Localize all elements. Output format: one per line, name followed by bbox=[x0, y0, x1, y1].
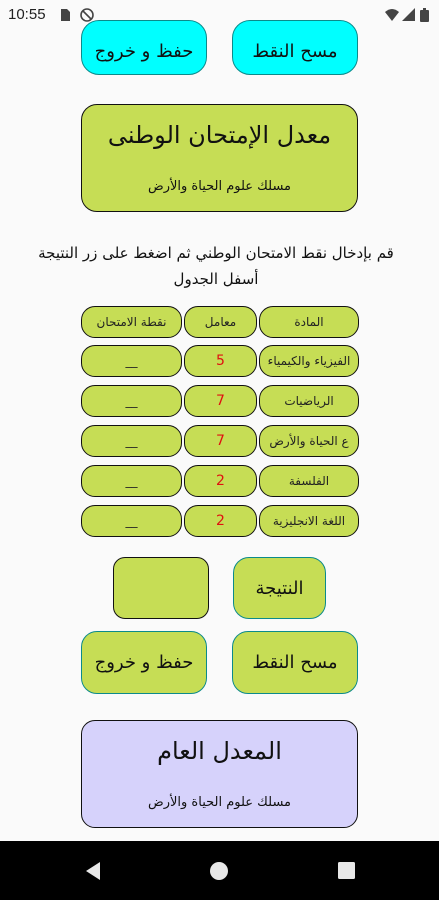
result-display bbox=[113, 557, 209, 619]
coefficient-cell bbox=[184, 385, 257, 417]
score-value: __ bbox=[125, 394, 138, 408]
do-not-disturb-icon bbox=[80, 8, 94, 22]
score-value: __ bbox=[125, 354, 138, 368]
save-exit-label: حفظ و خروج bbox=[94, 652, 194, 673]
back-icon[interactable] bbox=[84, 861, 102, 881]
subject-label: اللغة الانجليزية bbox=[272, 514, 346, 528]
header-subject-label: المادة bbox=[294, 315, 324, 329]
navigation-bar bbox=[0, 841, 439, 900]
score-input[interactable] bbox=[81, 385, 182, 417]
subject-cell bbox=[259, 345, 359, 377]
national-exam-subtitle: مسلك علوم الحياة والأرض bbox=[148, 179, 291, 194]
subject-label: ع الحياة والأرض bbox=[269, 434, 349, 448]
sd-card-icon bbox=[58, 8, 72, 22]
header-score bbox=[81, 306, 182, 338]
general-average-subtitle: مسلك علوم الحياة والأرض bbox=[148, 795, 291, 810]
subject-cell bbox=[259, 425, 359, 457]
score-value: __ bbox=[125, 514, 138, 528]
save-exit-button-top[interactable] bbox=[81, 20, 207, 75]
save-exit-button[interactable] bbox=[81, 631, 207, 694]
coefficient-value: 5 bbox=[216, 353, 225, 369]
subject-label: الفيزياء والكيمياء bbox=[267, 354, 351, 368]
header-coefficient-label: معامل bbox=[204, 315, 237, 329]
national-exam-card bbox=[81, 104, 358, 212]
header-coefficient bbox=[184, 306, 257, 338]
score-input[interactable] bbox=[81, 505, 182, 537]
coefficient-value: 2 bbox=[216, 513, 225, 529]
result-button[interactable] bbox=[233, 557, 326, 619]
score-value: __ bbox=[125, 434, 138, 448]
clear-scores-label: مسح النقط bbox=[252, 41, 338, 62]
national-exam-title: معدل الإمتحان الوطنى bbox=[107, 121, 332, 149]
coefficient-cell bbox=[184, 465, 257, 497]
status-time: 10:55 bbox=[8, 6, 46, 23]
subject-label: الرياضيات bbox=[284, 394, 334, 408]
clear-scores-label: مسح النقط bbox=[252, 652, 338, 673]
coefficient-cell bbox=[184, 505, 257, 537]
header-subject bbox=[259, 306, 359, 338]
subject-label: الفلسفة bbox=[288, 474, 330, 488]
recents-icon[interactable] bbox=[338, 862, 355, 879]
result-button-label: النتيجة bbox=[255, 577, 304, 599]
subject-cell bbox=[259, 505, 359, 537]
coefficient-value: 7 bbox=[216, 393, 225, 409]
status-bar bbox=[0, 0, 439, 30]
signal-icon bbox=[402, 8, 416, 22]
coefficient-value: 2 bbox=[216, 473, 225, 489]
score-input[interactable] bbox=[81, 345, 182, 377]
general-average-card bbox=[81, 720, 358, 828]
subject-cell bbox=[259, 385, 359, 417]
save-exit-label: حفظ و خروج bbox=[94, 41, 194, 62]
coefficient-cell bbox=[184, 425, 257, 457]
clear-scores-button-top[interactable] bbox=[232, 20, 358, 75]
general-average-title: المعدل العام bbox=[157, 737, 282, 765]
score-value: __ bbox=[125, 474, 138, 488]
score-input[interactable] bbox=[81, 425, 182, 457]
battery-icon bbox=[420, 8, 429, 22]
instruction-text: قم بإدخال نقط الامتحان الوطني ثم اضغط على زر النتيجة أسفل الجدول bbox=[38, 244, 394, 288]
header-score-label: نقطة الامتحان bbox=[96, 315, 167, 329]
home-icon[interactable] bbox=[209, 861, 229, 881]
clear-scores-button[interactable] bbox=[232, 631, 358, 694]
subject-cell bbox=[259, 465, 359, 497]
coefficient-value: 7 bbox=[216, 433, 225, 449]
wifi-icon bbox=[385, 8, 399, 22]
coefficient-cell bbox=[184, 345, 257, 377]
score-input[interactable] bbox=[81, 465, 182, 497]
